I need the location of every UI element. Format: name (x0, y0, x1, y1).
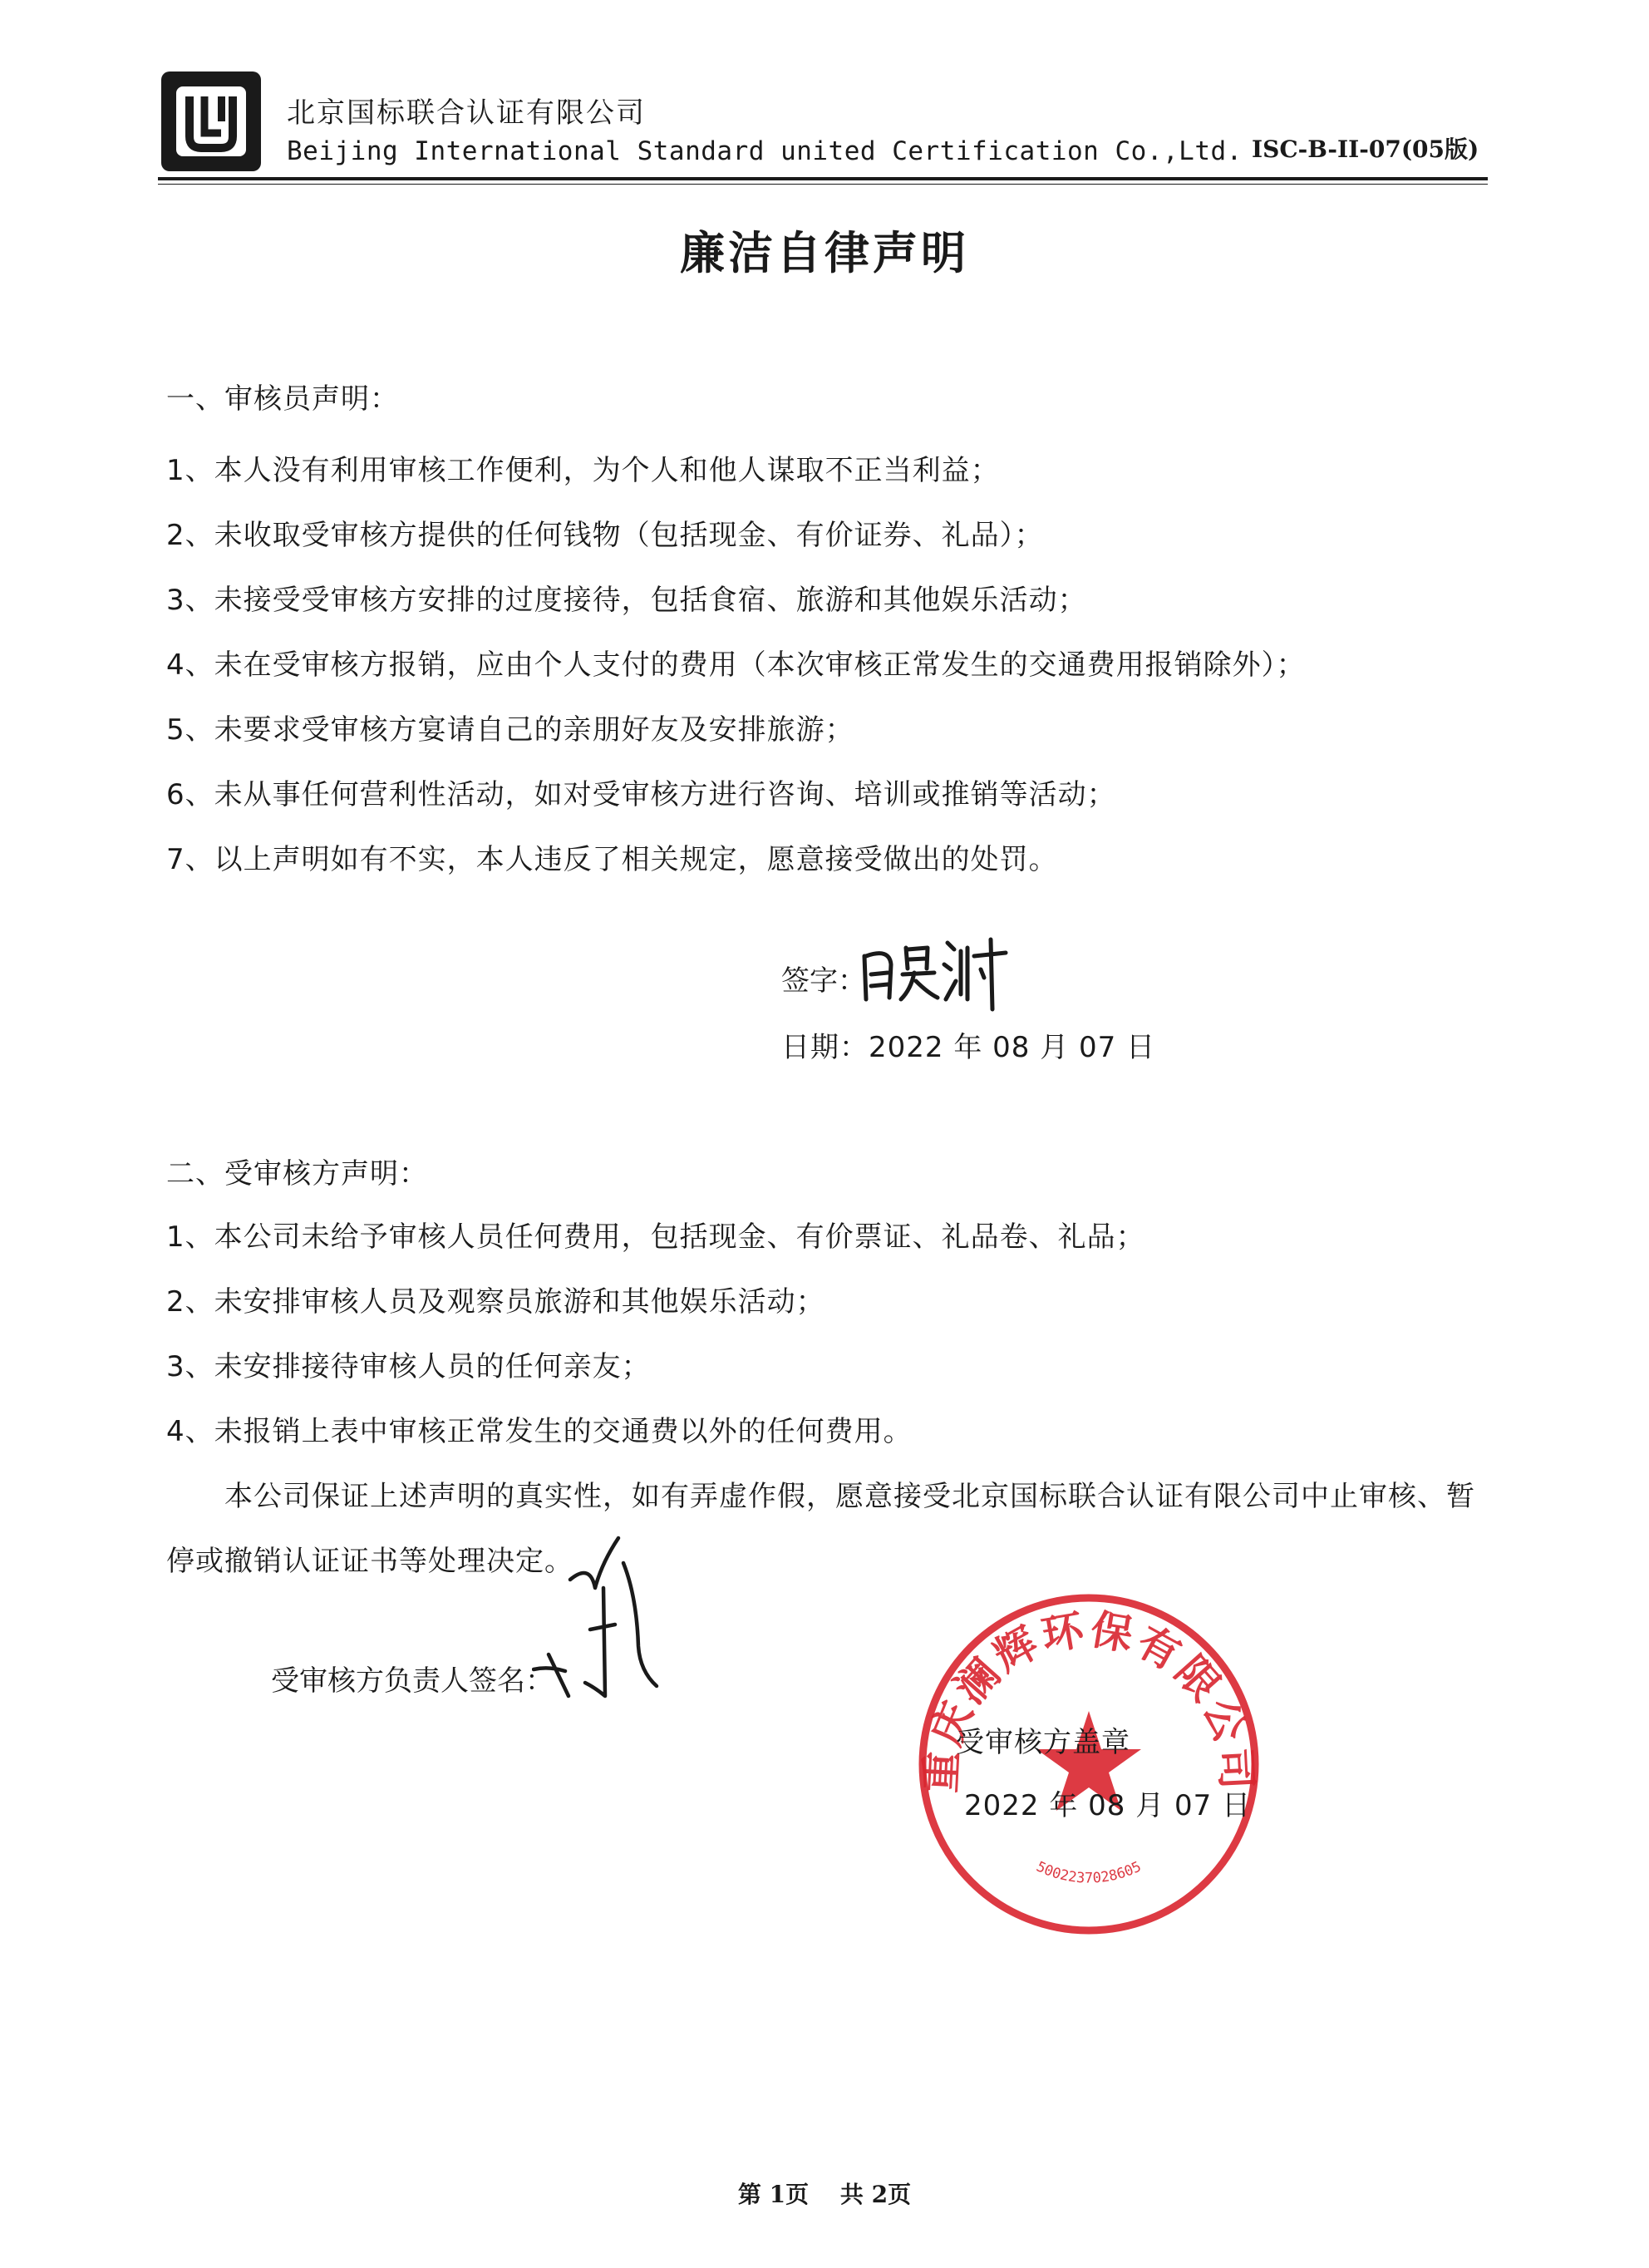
section1-item: 1、本人没有利用审核工作便利，为个人和他人谋取不正当利益； (166, 454, 1000, 487)
section2-heading: 二、受审核方声明： (166, 1157, 428, 1191)
company-name-en: Beijing International Standard united Certification Co.,Ltd. (287, 136, 1243, 166)
seal-text: 重庆澜辉环保有限公司 (916, 1605, 1262, 1794)
seal-number: 5002237028605 (1033, 1858, 1144, 1887)
page-title: 廉洁自律声明 (680, 227, 969, 279)
section2-item: 3、未安排接待审核人员的任何亲友； (166, 1350, 651, 1383)
section1-item: 6、未从事任何营利性活动，如对受审核方进行咨询、培训或推销等活动； (166, 778, 1116, 811)
section2-item: 2、未安排审核人员及观察员旅游和其他娱乐活动； (166, 1285, 825, 1319)
company-logo (158, 68, 264, 175)
auditor-date: 日期：2022 年 08 月 07 日 (781, 1031, 1156, 1064)
guarantee-line: 停或撤销认证证书等处理决定。 (166, 1545, 573, 1578)
page-number: 第 1页 (737, 2181, 810, 2208)
representative-signature (532, 1530, 665, 1713)
representative-signature-label: 受审核方负责人签名： (271, 1664, 554, 1698)
section1-item: 4、未在受审核方报销，应由个人支付的费用（本次审核正常发生的交通费用报销除外）； (166, 648, 1306, 682)
page-footer (0, 2177, 1649, 2210)
section2-item: 1、本公司未给予审核人员任何费用，包括现金、有价票证、礼品卷、礼品； (166, 1220, 1145, 1254)
company-seal (914, 1590, 1263, 1939)
auditor-signature (848, 923, 1014, 1014)
section1-item: 7、以上声明如有不实，本人违反了相关规定，愿意接受做出的处罚。 (166, 843, 1058, 876)
header-rule-thin (158, 184, 1488, 185)
section1-heading: 一、审核员声明： (166, 382, 399, 416)
header-rule (158, 177, 1488, 180)
svg-text:5002237028605 (1034, 1858, 1144, 1886)
section1-item: 5、未要求受审核方宴请自己的亲朋好友及安排旅游； (166, 713, 854, 747)
auditor-signature-label: 签字： (781, 964, 866, 998)
seal-label: 受审核方盖章 (956, 1726, 1130, 1759)
document-code: ISC-B-II-07(05版) (1252, 136, 1479, 163)
section2-item: 4、未报销上表中审核正常发生的交通费以外的任何费用。 (166, 1415, 913, 1448)
page-total: 共 2页 (839, 2181, 912, 2208)
auditee-date: 2022 年 08 月 07 日 (964, 1789, 1252, 1822)
section1-item: 2、未收取受审核方提供的任何钱物（包括现金、有价证券、礼品）； (166, 519, 1044, 552)
section1-item: 3、未接受受审核方安排的过度接待，包括食宿、旅游和其他娱乐活动； (166, 584, 1087, 617)
guarantee-line: 本公司保证上述声明的真实性，如有弄虚作假，愿意接受北京国标联合认证有限公司中止审核、暂 (224, 1480, 1475, 1513)
company-name-cn: 北京国标联合认证有限公司 (287, 96, 646, 130)
